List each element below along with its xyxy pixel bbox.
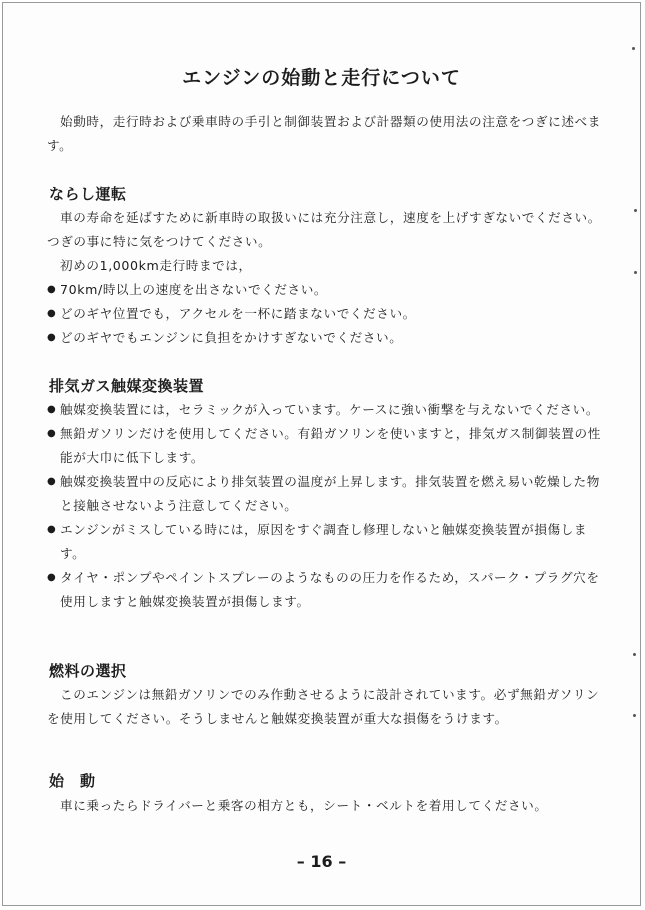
section-heading-start: 始 動 — [49, 772, 96, 790]
section-heading-break-in: ならし運転 — [49, 185, 127, 203]
manual-page — [2, 2, 641, 906]
page-title: エンジンの始動と走行について — [182, 67, 461, 89]
list-item: ● 無鉛ガソリンだけを使用してください。有鉛ガソリンを使いますと，排気ガス制御装置の性能が大巾に低下します。 — [47, 422, 603, 470]
scan-speck — [634, 209, 637, 212]
list-item: ● 触媒変換装置中の反応により排気装置の温度が上昇します。排気装置を燃え易い乾燥した物と接触させないよう注意してください。 — [47, 470, 603, 518]
fuel-paragraph: このエンジンは無鉛ガソリンでのみ作動させるように設計されています。必ず無鉛ガソリンを使用してください。そうしませんと触媒変換装置が重大な損傷をうけます。 — [47, 687, 600, 726]
list-item: ● タイヤ・ポンプやペイントスプレーのようなものの圧力を作るため，スパーク・プラグ穴を使用しますと触媒変換装置が損傷します。 — [47, 566, 603, 614]
intro-text: 始動時，走行時および乗車時の手引と制御装置および計器類の使用法の注意をつぎに述べます。 — [47, 114, 601, 153]
list-item: ● 触媒変換装置には，セラミックが入っています。ケースに強い衝撃を与えないでください。 — [47, 398, 603, 422]
start-paragraph: 車に乗ったらドライバーと乗客の相方とも，シート・ベルトを着用してください。 — [60, 798, 548, 813]
list-item: ● どのギヤでもエンジンに負担をかけすぎないでください。 — [47, 326, 603, 350]
section-heading-fuel: 燃料の選択 — [49, 662, 127, 680]
break-in-list — [47, 278, 603, 350]
scan-speck — [633, 714, 636, 717]
intro-paragraph — [47, 110, 603, 158]
scan-speck — [634, 271, 637, 274]
page-number: – 16 – — [296, 852, 347, 871]
scan-speck — [633, 653, 636, 656]
section-heading-catalyst: 排気ガス触媒変換装置 — [49, 377, 205, 395]
fuel-body — [47, 683, 603, 731]
list-item: ● どのギヤ位置でも，アクセルを一杯に踏まないでください。 — [47, 302, 603, 326]
list-item: ● 70km/時以上の速度を出さないでください。 — [47, 278, 603, 302]
catalyst-list — [47, 398, 603, 614]
catalyst-body — [47, 398, 603, 614]
start-body — [47, 794, 603, 818]
scan-speck — [632, 47, 635, 50]
break-in-intro-line: 初めの1,000km走行時までは， — [60, 258, 252, 273]
list-item: ● エンジンがミスしている時には，原因をすぐ調査し修理しないと触媒変換装置が損傷します。 — [47, 518, 603, 566]
break-in-body — [47, 206, 603, 350]
break-in-paragraph: 車の寿命を延ばすために新車時の取扱いには充分注意し，速度を上げすぎないでください。つぎの事に特に気をつけてください。 — [47, 210, 601, 249]
